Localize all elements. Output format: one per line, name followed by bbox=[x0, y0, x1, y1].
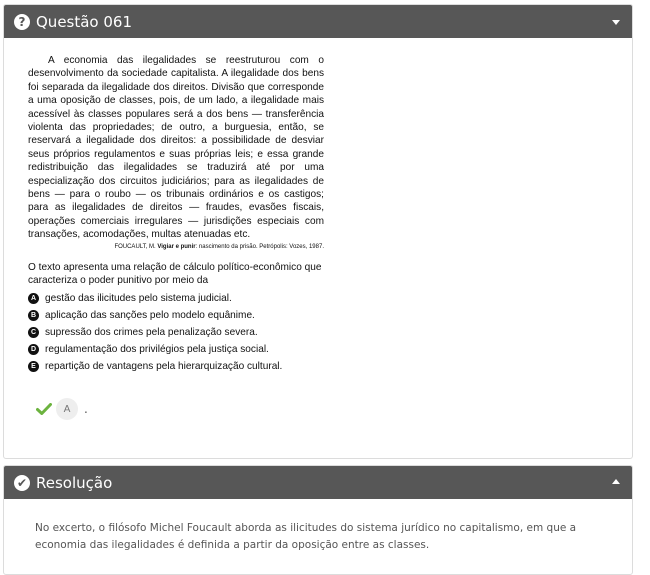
answer-row bbox=[36, 398, 88, 420]
check-circle-icon: ✔ bbox=[14, 475, 30, 491]
checkmark-icon bbox=[36, 403, 52, 415]
option-c-text: supressão dos crimes pela penalização severa. bbox=[45, 326, 258, 338]
question-image bbox=[28, 54, 324, 375]
option-c bbox=[28, 324, 324, 341]
question-title: Questão 061 bbox=[36, 12, 133, 31]
passage-text: A economia das ilegalidades se reestruturou com o desenvolvimento da sociedade capitalista. A ilegalidade dos bens foi separada da ilegalidade dos direitos. Divisão que corresponde a uma oposição de classes, pois, de um lado, a ilegalidade mais acessível às classes populares será a dos bens — transferência violenta das propriedades; de outro, a burguesia, então, se reservará a ilegalidade dos direitos: a possibilidade de desviar seus próprios regulamentos e suas próprias leis; e essa grande redistribuição das ilegalidades se traduzirá até por uma especialização dos circuitos judiciários; para as ilegalidades de bens — para o roubo — os tribunais ordinários e os castigos; para as ilegalidades de direitos — fraudes, evasões fiscais, operações comerciais irregulares — jurisdições especiais com transações, acomodações, multas atenuadas etc. bbox=[28, 55, 324, 241]
option-e-text: repartição de vantagens pela hierarquização cultural. bbox=[45, 360, 283, 372]
option-e-letter: E bbox=[28, 361, 39, 372]
resolution-panel bbox=[3, 465, 633, 575]
resolution-title: Resolução bbox=[36, 473, 113, 492]
question-header[interactable] bbox=[4, 5, 632, 38]
chevron-down-icon[interactable] bbox=[612, 20, 620, 25]
resolution-text: No excerto, o filósofo Michel Foucault aborda as ilicitudes do sistema jurídico no capitalismo, em que a economia das ilegalidades é definida a partir da oposição entre as classes. bbox=[35, 522, 577, 551]
option-b-text: aplicação das sanções pelo modelo equânime. bbox=[45, 309, 255, 321]
option-e bbox=[28, 358, 324, 375]
option-d-text: regulamentação dos privilégios pela justiça social. bbox=[45, 343, 269, 355]
citation-work: Vigiar e punir bbox=[157, 243, 196, 250]
option-d-letter: D bbox=[28, 344, 39, 355]
option-a-letter: A bbox=[28, 293, 39, 304]
question-stem: O texto apresenta uma relação de cálculo político-econômico que caracteriza o poder punitivo por meio da bbox=[28, 261, 322, 287]
question-circle-icon: ? bbox=[14, 14, 30, 30]
option-b-letter: B bbox=[28, 310, 39, 321]
chevron-up-icon[interactable] bbox=[612, 479, 620, 484]
answer-suffix: . bbox=[84, 402, 88, 416]
answer-letter: A bbox=[56, 398, 78, 420]
option-a-text: gestão das ilicitudes pelo sistema judicial. bbox=[45, 292, 232, 304]
citation-rest: : nascimento da prisão. Petrópolis: Vozes, 1987. bbox=[195, 243, 324, 250]
resolution-header[interactable] bbox=[4, 466, 632, 499]
option-b bbox=[28, 307, 324, 324]
citation bbox=[28, 243, 324, 251]
option-a bbox=[28, 290, 324, 307]
citation-author: FOUCAULT, M. bbox=[114, 243, 156, 250]
option-d bbox=[28, 341, 324, 358]
option-c-letter: C bbox=[28, 327, 39, 338]
